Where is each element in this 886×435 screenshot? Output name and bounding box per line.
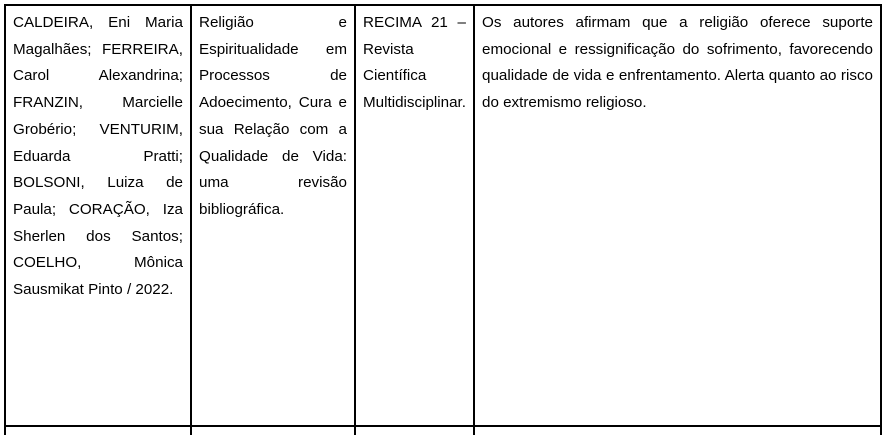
table-row [5,5,881,426]
empty-cell [355,426,474,435]
empty-cell [191,426,355,435]
authors-year-cell: CALDEIRA, Eni Maria Magalhães; FERREIRA, Carol Alexandrina; FRANZIN, Marcielle Grobério; VENTURIM, Eduarda Pratti; BOLSONI, Luiza de Paula; CORAÇÃO, Iza Sherlen dos Santos; COELHO, Mônica Sausmikat Pinto / 2022. [5,5,191,426]
summary-cell: Os autores afirmam que a religião oferece suporte emocional e ressignificação do sofrimento, favorecendo qualidade de vida e enfrentamento. Alerta quanto ao risco do extremismo religioso. [474,5,881,426]
literature-review-table [4,4,882,435]
journal-cell: RECIMA 21 – Revista Científica Multidisciplinar. [355,5,474,426]
empty-cell [5,426,191,435]
article-title-cell: Religião e Espiritualidade em Processos de Adoecimento, Cura e sua Relação com a Qualidade de Vida: uma revisão bibliográfica. [191,5,355,426]
empty-cell [474,426,881,435]
next-table-row [5,426,881,435]
